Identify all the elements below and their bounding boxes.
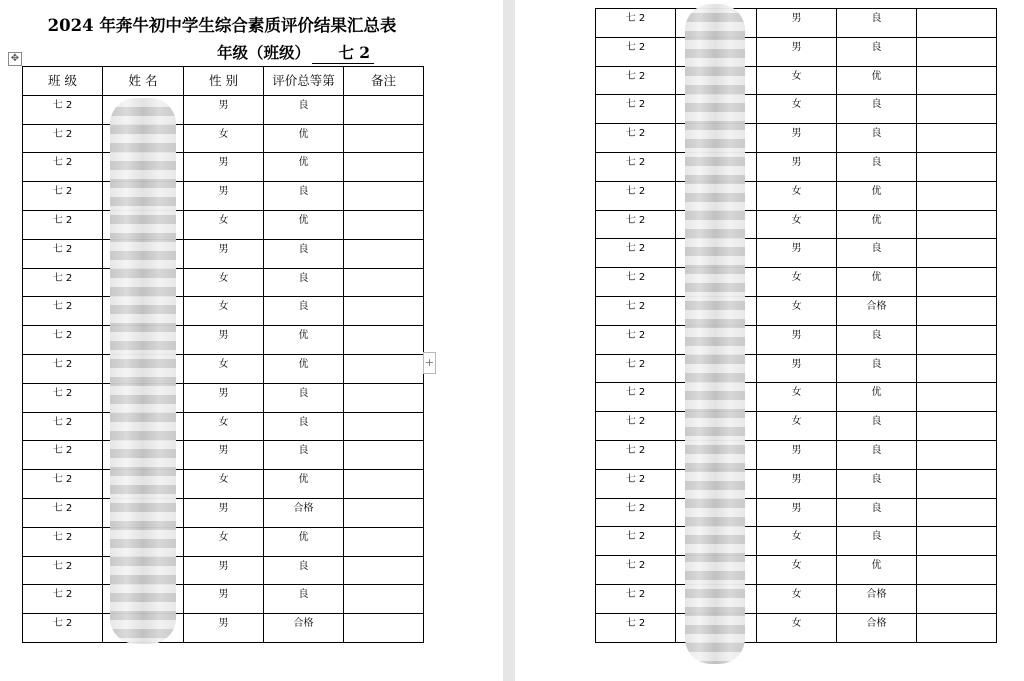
cell-notes (917, 613, 997, 642)
table-row (596, 296, 997, 325)
cell-notes (344, 383, 424, 412)
cell-class: 七 2 (23, 268, 103, 297)
cell-notes (344, 412, 424, 441)
cell-gender: 男 (184, 614, 264, 643)
cell-evaluation: 优 (264, 354, 344, 383)
cell-class: 七 2 (23, 614, 103, 643)
cell-evaluation: 良 (264, 585, 344, 614)
cell-class: 七 2 (23, 95, 103, 124)
cell-notes (917, 210, 997, 239)
cell-gender: 女 (757, 66, 837, 95)
table-row (23, 498, 424, 527)
cell-evaluation: 良 (837, 95, 917, 124)
cell-evaluation: 良 (264, 441, 344, 470)
cell-evaluation: 优 (837, 210, 917, 239)
table-row (23, 326, 424, 355)
cell-evaluation: 良 (837, 527, 917, 556)
cell-class: 七 2 (596, 325, 676, 354)
table-row (596, 412, 997, 441)
table-row (596, 95, 997, 124)
cell-notes (917, 152, 997, 181)
document-page-1 (0, 0, 503, 681)
cell-gender: 男 (184, 95, 264, 124)
cell-evaluation: 优 (837, 268, 917, 297)
move-icon: ✥ (10, 53, 20, 64)
cell-notes (344, 470, 424, 499)
cell-evaluation: 优 (264, 326, 344, 355)
cell-gender: 女 (757, 181, 837, 210)
cell-evaluation: 良 (837, 37, 917, 66)
cell-class: 七 2 (596, 354, 676, 383)
cell-evaluation: 良 (264, 383, 344, 412)
cell-evaluation: 合格 (837, 584, 917, 613)
results-table-page-1 (22, 66, 424, 643)
cell-evaluation: 良 (837, 239, 917, 268)
cell-class: 七 2 (23, 326, 103, 355)
cell-gender: 男 (184, 326, 264, 355)
cell-notes (917, 412, 997, 441)
cell-notes (344, 556, 424, 585)
table-row (596, 66, 997, 95)
table-row (23, 210, 424, 239)
cell-evaluation: 良 (837, 498, 917, 527)
table-row (596, 268, 997, 297)
grade-class-value: 七 2 (312, 41, 374, 64)
cell-evaluation: 优 (264, 470, 344, 499)
cell-evaluation: 良 (264, 268, 344, 297)
table-row (596, 152, 997, 181)
header-gender: 性 别 (184, 67, 264, 96)
table-row (596, 239, 997, 268)
cell-class: 七 2 (596, 498, 676, 527)
cell-gender: 女 (757, 412, 837, 441)
cell-gender: 女 (184, 527, 264, 556)
cell-notes (917, 239, 997, 268)
table-row (23, 95, 424, 124)
table-row (596, 37, 997, 66)
cell-class: 七 2 (596, 412, 676, 441)
cell-gender: 女 (757, 584, 837, 613)
cell-class: 七 2 (23, 498, 103, 527)
table-row (596, 440, 997, 469)
table-row (23, 153, 424, 182)
cell-gender: 女 (184, 470, 264, 499)
cell-evaluation: 良 (837, 124, 917, 153)
document-title: 2024 年奔牛初中学生综合素质评价结果汇总表 (47, 16, 397, 35)
table-row (23, 585, 424, 614)
table-row (596, 124, 997, 153)
cell-notes (344, 239, 424, 268)
cell-gender: 女 (757, 613, 837, 642)
table-row (23, 297, 424, 326)
cell-notes (917, 9, 997, 38)
table-row (596, 210, 997, 239)
cell-class: 七 2 (596, 584, 676, 613)
results-table-page-2 (595, 8, 997, 643)
cell-gender: 男 (184, 383, 264, 412)
cell-evaluation: 合格 (837, 296, 917, 325)
table-row (23, 614, 424, 643)
cell-notes (917, 296, 997, 325)
table-row (596, 181, 997, 210)
cell-class: 七 2 (596, 527, 676, 556)
cell-gender: 女 (184, 210, 264, 239)
cell-notes (344, 297, 424, 326)
cell-gender: 男 (184, 239, 264, 268)
cell-notes (344, 153, 424, 182)
cell-notes (917, 527, 997, 556)
cell-class: 七 2 (596, 268, 676, 297)
cell-notes (917, 440, 997, 469)
cell-class: 七 2 (596, 152, 676, 181)
cell-gender: 女 (757, 210, 837, 239)
cell-class: 七 2 (23, 441, 103, 470)
cell-evaluation: 合格 (837, 613, 917, 642)
cell-gender: 男 (757, 239, 837, 268)
cell-class: 七 2 (596, 613, 676, 642)
cell-notes (917, 95, 997, 124)
cell-gender: 男 (757, 37, 837, 66)
cell-evaluation: 良 (837, 354, 917, 383)
table-row (596, 613, 997, 642)
table-row (23, 383, 424, 412)
cell-notes (917, 181, 997, 210)
cell-evaluation: 良 (837, 440, 917, 469)
cell-notes (917, 584, 997, 613)
cell-class: 七 2 (23, 182, 103, 211)
table-row (596, 325, 997, 354)
cell-notes (917, 325, 997, 354)
cell-evaluation: 良 (837, 325, 917, 354)
cell-evaluation: 良 (837, 9, 917, 38)
cell-gender: 女 (184, 268, 264, 297)
table-row (23, 124, 424, 153)
cell-evaluation: 优 (837, 66, 917, 95)
cell-gender: 男 (757, 440, 837, 469)
cell-class: 七 2 (596, 383, 676, 412)
cell-gender: 女 (757, 383, 837, 412)
redacted-names-column (110, 98, 176, 644)
cell-gender: 男 (757, 9, 837, 38)
cell-notes (344, 268, 424, 297)
cell-evaluation: 良 (837, 412, 917, 441)
cell-gender: 男 (184, 182, 264, 211)
cell-gender: 男 (184, 441, 264, 470)
cell-notes (344, 585, 424, 614)
table-row (596, 469, 997, 498)
grade-class-label: 年级（班级） (217, 43, 311, 62)
cell-class: 七 2 (23, 153, 103, 182)
cell-class: 七 2 (596, 37, 676, 66)
table-row (23, 268, 424, 297)
cell-gender: 女 (184, 124, 264, 153)
cell-evaluation: 优 (837, 383, 917, 412)
cell-notes (917, 268, 997, 297)
header-name: 姓 名 (103, 67, 184, 96)
table-row (596, 498, 997, 527)
cell-evaluation: 合格 (264, 614, 344, 643)
cell-class: 七 2 (23, 556, 103, 585)
cell-notes (917, 498, 997, 527)
cell-notes (917, 66, 997, 95)
cell-evaluation: 良 (264, 412, 344, 441)
table-row (23, 412, 424, 441)
table-row (23, 182, 424, 211)
document-page-2 (515, 0, 1024, 681)
cell-notes (917, 383, 997, 412)
cell-gender: 男 (184, 585, 264, 614)
cell-gender: 男 (757, 498, 837, 527)
cell-class: 七 2 (23, 527, 103, 556)
cell-evaluation: 合格 (264, 498, 344, 527)
cell-notes (917, 124, 997, 153)
cell-evaluation: 优 (837, 556, 917, 585)
cell-evaluation: 良 (837, 469, 917, 498)
cell-class: 七 2 (596, 66, 676, 95)
cell-notes (917, 556, 997, 585)
cell-class: 七 2 (596, 440, 676, 469)
cell-class: 七 2 (23, 354, 103, 383)
cell-gender: 男 (757, 124, 837, 153)
cell-evaluation: 良 (264, 297, 344, 326)
table-row (23, 239, 424, 268)
cell-class: 七 2 (596, 181, 676, 210)
cell-notes (344, 441, 424, 470)
cell-class: 七 2 (23, 470, 103, 499)
table-row (596, 354, 997, 383)
cell-gender: 男 (757, 469, 837, 498)
table-row (23, 441, 424, 470)
grade-class-line (217, 41, 374, 64)
cell-notes (917, 469, 997, 498)
header-class: 班 级 (23, 67, 103, 96)
cell-gender: 男 (184, 498, 264, 527)
cell-notes (344, 354, 424, 383)
cell-gender: 女 (757, 296, 837, 325)
cell-class: 七 2 (596, 296, 676, 325)
cell-notes (344, 124, 424, 153)
cell-evaluation: 良 (837, 152, 917, 181)
plus-icon: + (424, 356, 435, 369)
cell-class: 七 2 (596, 9, 676, 38)
cell-gender: 男 (757, 152, 837, 181)
cell-notes (344, 498, 424, 527)
cell-gender: 女 (184, 354, 264, 383)
cell-notes (344, 527, 424, 556)
table-row (23, 527, 424, 556)
cell-class: 七 2 (596, 95, 676, 124)
redacted-names-column (685, 4, 745, 664)
table-row (596, 9, 997, 38)
cell-class: 七 2 (23, 585, 103, 614)
cell-evaluation: 优 (264, 527, 344, 556)
cell-gender: 女 (757, 527, 837, 556)
cell-gender: 女 (184, 412, 264, 441)
cell-class: 七 2 (23, 239, 103, 268)
cell-class: 七 2 (23, 210, 103, 239)
cell-class: 七 2 (23, 383, 103, 412)
cell-gender: 女 (184, 297, 264, 326)
table-header-row (23, 67, 424, 96)
cell-evaluation: 优 (264, 124, 344, 153)
add-column-handle[interactable] (423, 352, 436, 374)
cell-gender: 男 (757, 325, 837, 354)
cell-gender: 女 (757, 268, 837, 297)
cell-class: 七 2 (596, 239, 676, 268)
cell-notes (344, 210, 424, 239)
cell-evaluation: 优 (264, 210, 344, 239)
table-row (596, 383, 997, 412)
cell-class: 七 2 (596, 469, 676, 498)
table-row (596, 527, 997, 556)
cell-class: 七 2 (23, 412, 103, 441)
cell-evaluation: 良 (264, 95, 344, 124)
table-move-handle[interactable] (8, 52, 22, 66)
cell-evaluation: 良 (264, 239, 344, 268)
cell-gender: 男 (184, 153, 264, 182)
cell-notes (344, 326, 424, 355)
cell-evaluation: 良 (264, 556, 344, 585)
header-notes: 备注 (344, 67, 424, 96)
cell-class: 七 2 (596, 124, 676, 153)
table-row (23, 354, 424, 383)
cell-evaluation: 良 (264, 182, 344, 211)
cell-gender: 女 (757, 95, 837, 124)
cell-evaluation: 优 (264, 153, 344, 182)
table-row (596, 584, 997, 613)
cell-notes (344, 614, 424, 643)
table-row (23, 470, 424, 499)
cell-notes (917, 354, 997, 383)
cell-class: 七 2 (596, 556, 676, 585)
cell-class: 七 2 (23, 124, 103, 153)
cell-notes (344, 182, 424, 211)
cell-class: 七 2 (596, 210, 676, 239)
cell-gender: 女 (757, 556, 837, 585)
cell-notes (344, 95, 424, 124)
cell-class: 七 2 (23, 297, 103, 326)
cell-evaluation: 优 (837, 181, 917, 210)
header-evaluation: 评价总等第 (264, 67, 344, 96)
cell-notes (917, 37, 997, 66)
table-row (23, 556, 424, 585)
cell-gender: 男 (184, 556, 264, 585)
table-row (596, 556, 997, 585)
cell-gender: 男 (757, 354, 837, 383)
